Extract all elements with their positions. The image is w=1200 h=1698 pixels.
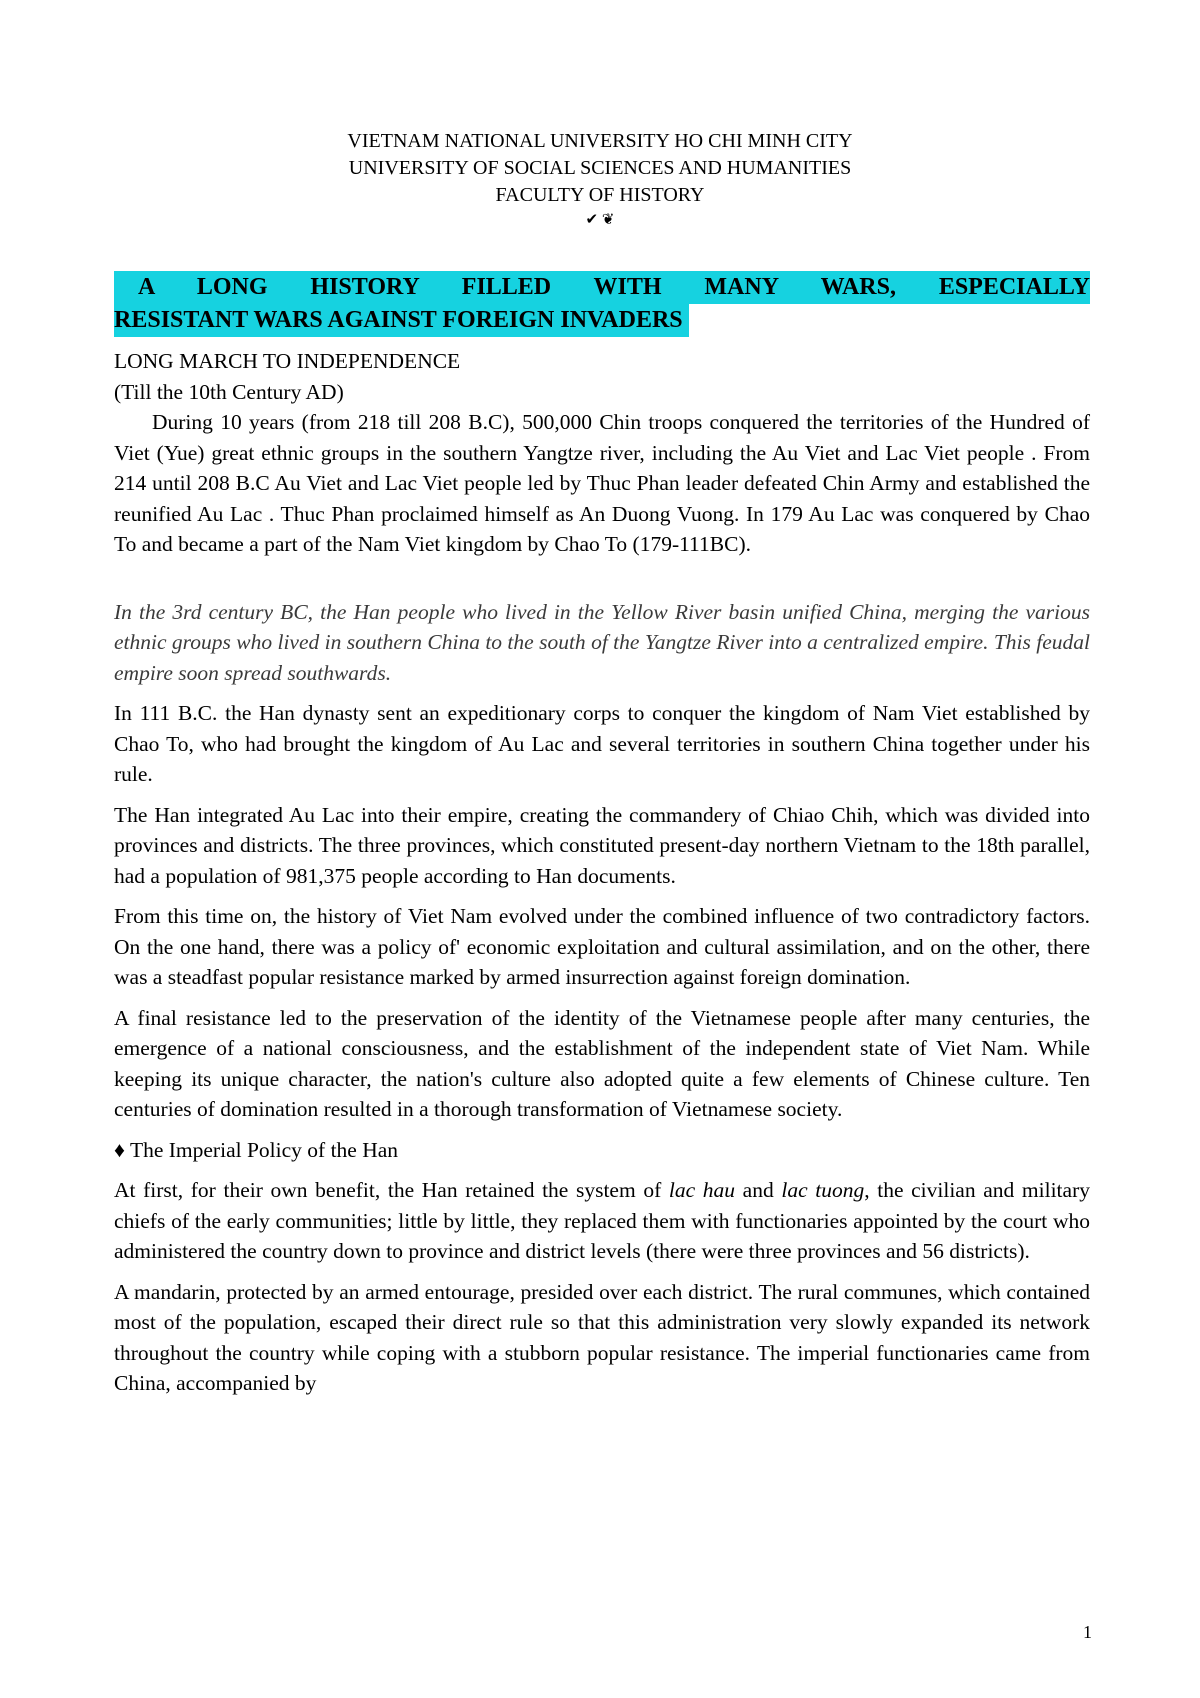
- section-subheading: (Till the 10th Century AD): [114, 379, 344, 404]
- subsection-heading: ♦ The Imperial Policy of the Han: [114, 1137, 399, 1162]
- paragraph: A final resistance led to the preservation of the identity of the Vietnamese people after many centuries, the emergence of a national consciousness, and the establishment of the independent state of Viet Nam. While keeping its unique character, the nation's culture also adopted quite a few elements of Chinese culture. Ten centuries of domination resulted in a thorough transformation of Vietnamese society.: [114, 1005, 1090, 1121]
- paragraph-imperial-policy: [114, 1175, 1090, 1267]
- paragraph-intro: During 10 years (from 218 till 208 B.C), 500,000 Chin troops conquered the territories of the Hundred of Viet (Yue) great ethnic groups in the southern Yangtze river, including the Au Viet and Lac Viet people . From 214 until 208 B.C Au Viet and Lac Viet people led by Thuc Phan leader defeated Chin Army and established the reunified Au Lac . Thuc Phan proclaimed himself as An Duong Vuong. In 179 Au Lac was conquered by Chao To and became a part of the Nam Viet kingdom by Chao To (179-111BC).: [114, 410, 1090, 556]
- paragraph: A mandarin, protected by an armed entourage, presided over each district. The rural communes, which contained most of the population, escaped their direct rule so that this administration very slowly expanded its network throughout the country while coping with a stubborn popular resistance. The imperial functionaries came from China, accompanied by: [114, 1279, 1090, 1395]
- term-lac-tuong: lac tuong: [781, 1178, 865, 1202]
- paragraph: From this time on, the history of Viet Nam evolved under the combined influence of two contradictory factors. On the one hand, there was a policy of' economic exploitation and cultural assimilation, and on the other, there was a steadfast popular resistance marked by armed insurrection against foreign domination.: [114, 904, 1090, 989]
- paragraph: The Han integrated Au Lac into their empire, creating the commandery of Chiao Chih, which was divided into provinces and districts. The three provinces, which constituted present-day northern Vietnam to the 18th parallel, had a population of 981,375 people according to Han documents.: [114, 802, 1090, 888]
- document-body: [114, 346, 1090, 1399]
- ornament-icon: ✔ ❦: [585, 212, 615, 228]
- paragraph-italic: In the 3rd century BC, the Han people who lived in the Yellow River basin unified China, merging the various ethnic groups who lived in southern China to the south of the Yangtze River into a centralized empire. This feudal empire soon spread southwards.: [114, 599, 1090, 685]
- page-number: 1: [1083, 1622, 1092, 1642]
- section-heading: LONG MARCH TO INDEPENDENCE: [114, 349, 461, 373]
- faculty-name: FACULTY OF HISTORY: [495, 184, 705, 206]
- term-lac-hau: lac hau: [668, 1178, 736, 1202]
- title-line-1: A LONG HISTORY FILLED WITH MANY WARS, ESPECIALLY: [114, 271, 1090, 304]
- paragraph-text: and: [735, 1178, 782, 1202]
- document-title: [114, 271, 1090, 337]
- university-name: VIETNAM NATIONAL UNIVERSITY HO CHI MINH CITY: [347, 130, 853, 152]
- paragraph-text: , the civilian and military chiefs of the early communities; little by little, they replaced them with functionaries appointed by the court who administered the country down to province and district levels (there were three provinces and 56 districts).: [114, 1178, 1090, 1263]
- paragraph: In 111 B.C. the Han dynasty sent an expeditionary corps to conquer the kingdom of Nam Viet established by Chao To, who had brought the kingdom of Au Lac and several territories in southern China together under his rule.: [114, 701, 1090, 786]
- institution-header: [0, 128, 1200, 231]
- paragraph-text: At first, for their own benefit, the Han retained the system of: [114, 1178, 669, 1202]
- title-line-2: RESISTANT WARS AGAINST FOREIGN INVADERS: [114, 304, 689, 337]
- university-school: UNIVERSITY OF SOCIAL SCIENCES AND HUMANITIES: [348, 157, 852, 179]
